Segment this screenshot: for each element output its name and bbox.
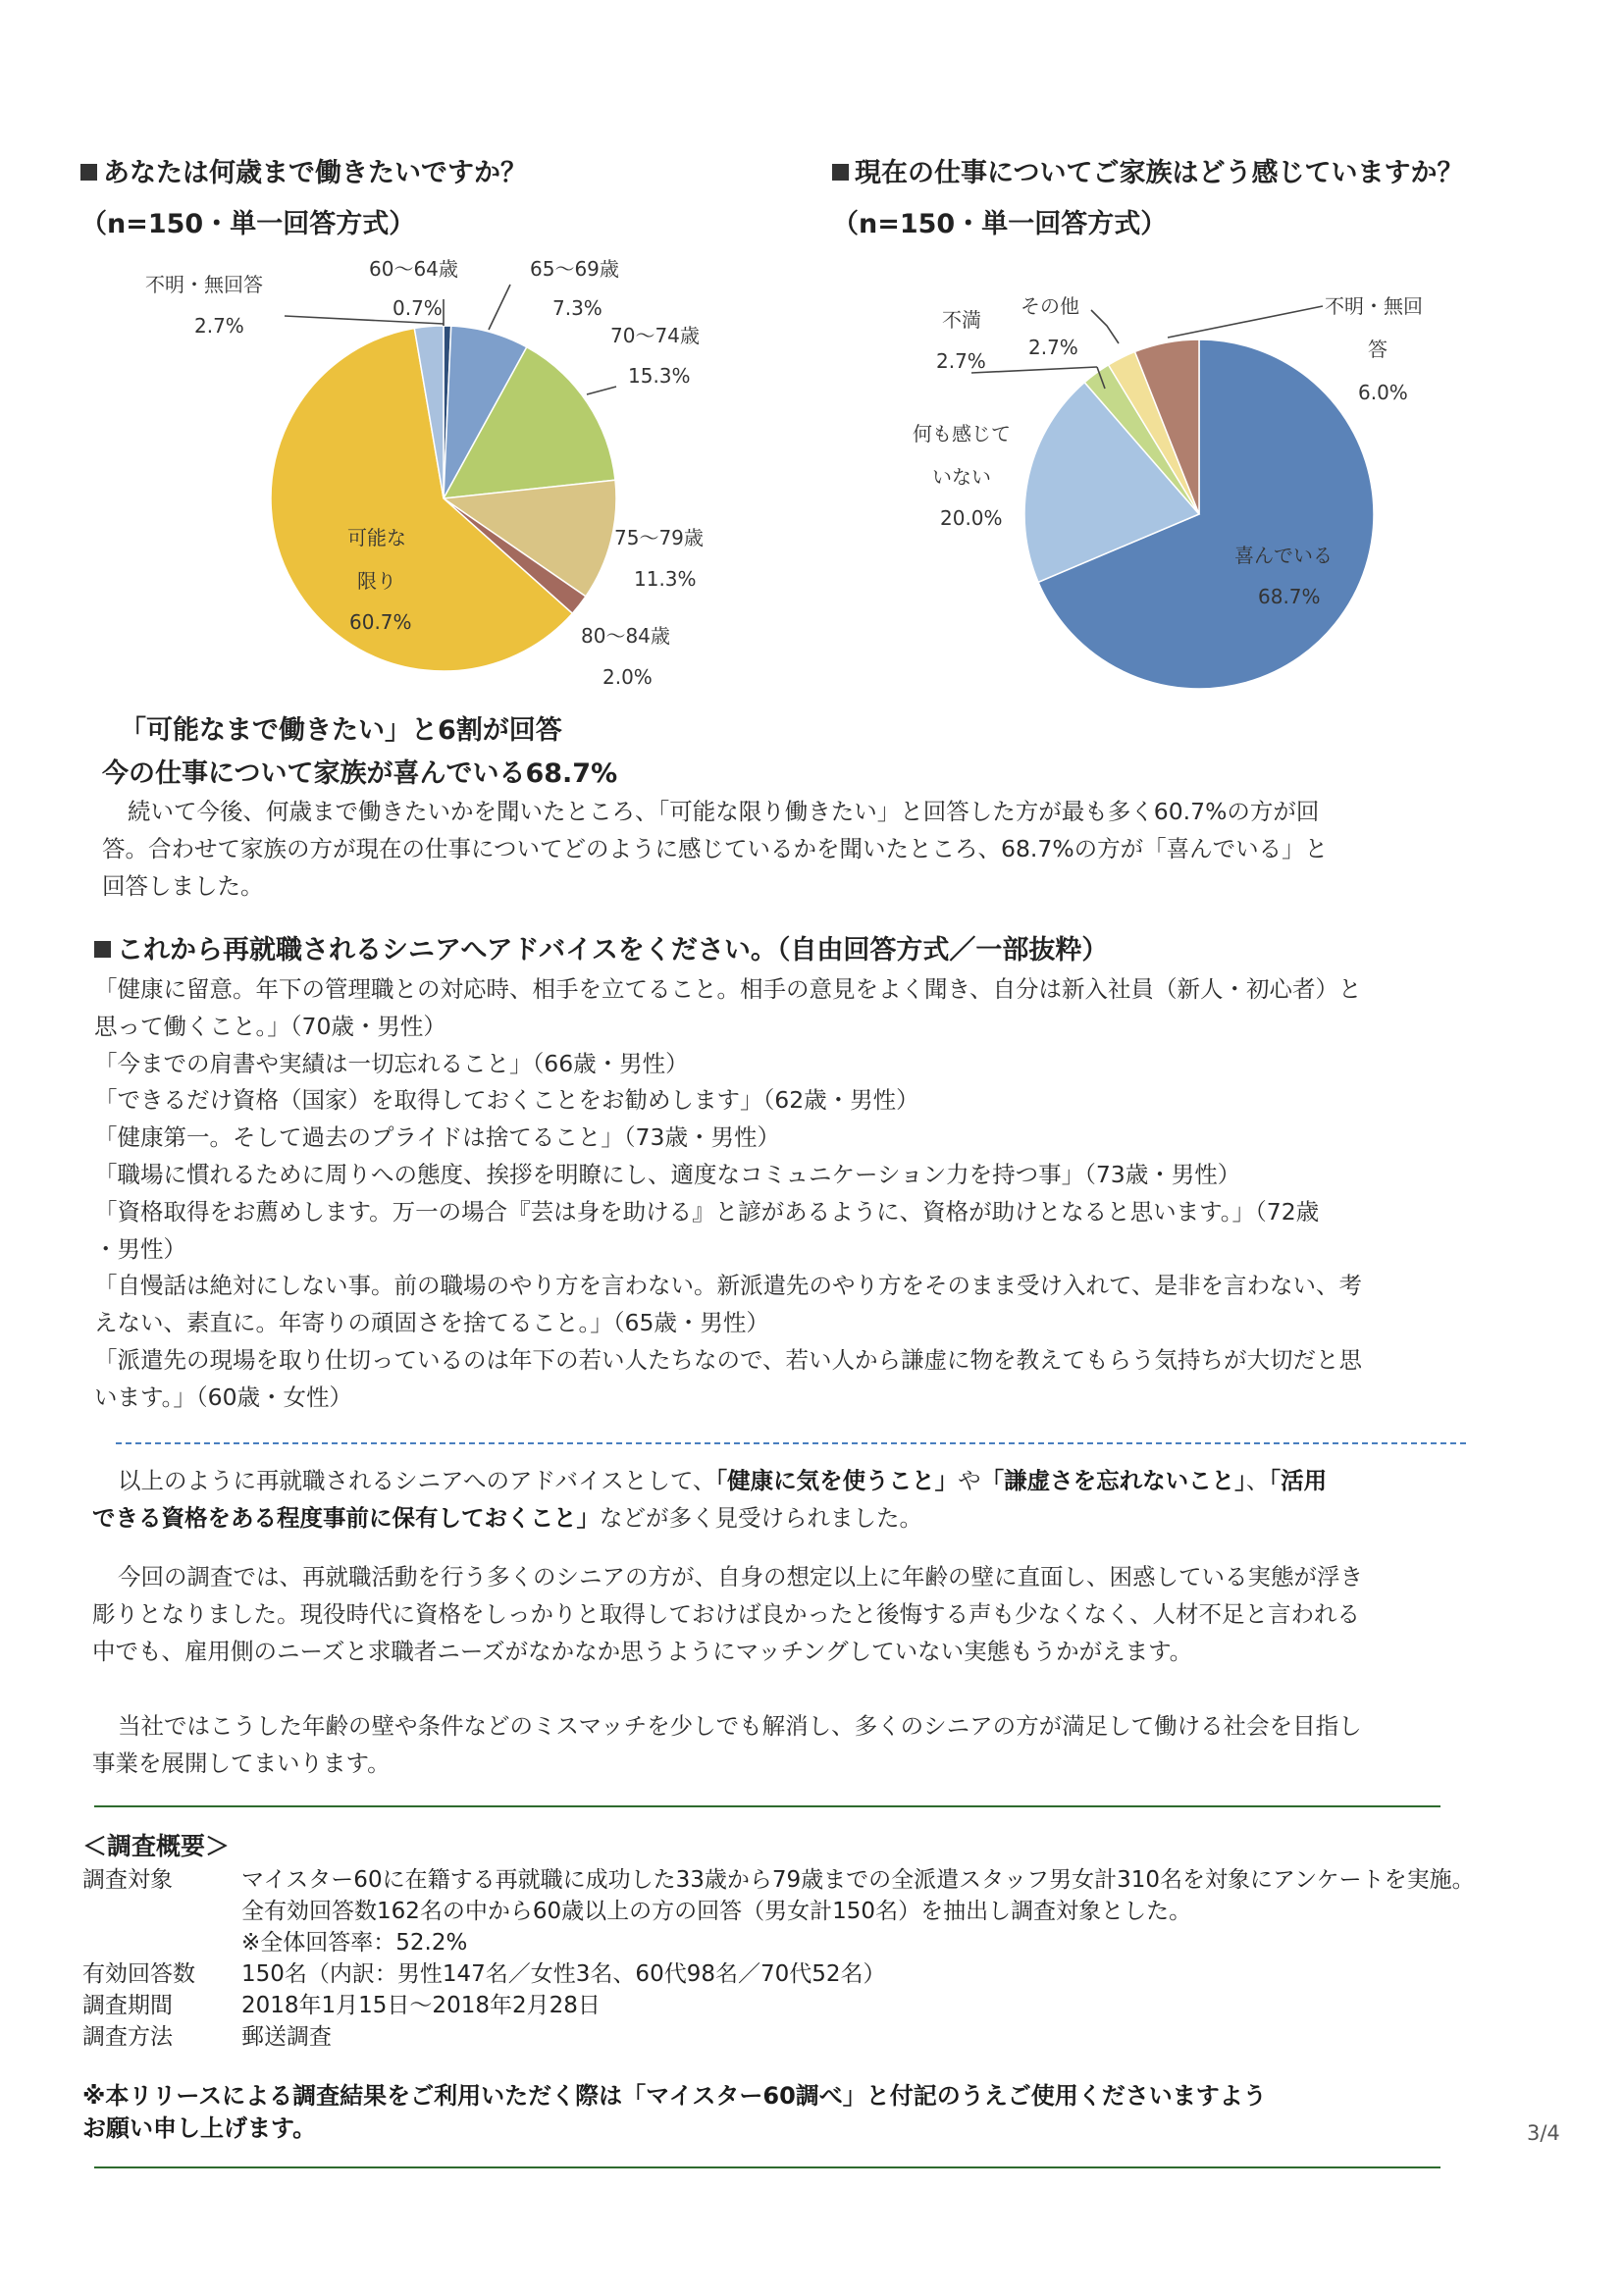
chart1-subtitle: （n=150・単一回答方式）	[80, 209, 416, 239]
quote-line: 思って働くこと。」（70歳・男性）	[94, 1012, 446, 1040]
conclusion-paragraph-1: 以上のように再就職されるシニアへのアドバイスとして、「健康に気を使うこと」や「謙虚さを忘れないこと」、「活用 できる資格をある程度事前に保有しておくこと」などが多く見受けられました。	[92, 1467, 1328, 1532]
pie1-label-80: 80〜84歳	[581, 624, 670, 648]
conclusion-paragraph-3: 当社ではこうした年齢の壁や条件などのミスマッチを少しでも解消し、多くのシニアの方が満足して働ける社会を目指し 事業を展開してまいります。	[92, 1712, 1362, 1777]
pie1-label-unknown: 不明・無回答	[145, 273, 263, 296]
pie1-value-75: 11.3%	[634, 567, 697, 591]
footer-divider	[94, 2166, 1440, 2168]
advice-heading: これから再就職されるシニアへアドバイスをください。（自由回答方式／一部抜粋）	[94, 928, 1108, 966]
pie1-label-75: 75〜79歳	[614, 526, 704, 549]
pie2-value-none: 20.0%	[940, 506, 1003, 530]
pie1-label-60: 60〜64歳	[369, 257, 458, 281]
quote-line: います。」（60歳・女性）	[94, 1383, 353, 1411]
usage-notice: ※本リリースによる調査結果をご利用いただく際は「マイスター60調べ」と付記のうえご使用くださいますよう お願い申し上げます。	[82, 2082, 1267, 2142]
summary-title: ＜調査概要＞	[82, 1832, 231, 1860]
pie1-label-65: 65〜69歳	[530, 257, 619, 281]
section-divider	[94, 1805, 1440, 1807]
pie2-label-other: その他	[1021, 294, 1079, 318]
summary-period-label: 調査期間	[82, 1993, 173, 2018]
leader-line	[1168, 306, 1323, 338]
chart2-subtitle: （n=150・単一回答方式）	[832, 209, 1168, 239]
summary-target-1: マイスター60に在籍する再就職に成功した33歳から79歳までの全派遣スタッフ男女計310名を対象にアンケートを実施。	[241, 1867, 1475, 1893]
summary-target-2: 全有効回答数162名の中から60歳以上の方の回答（男女計150名）を抽出し調査対象とした。	[241, 1899, 1192, 1924]
pie2-label-unknown: 不明・無回	[1325, 294, 1423, 318]
pie1-value-70: 15.3%	[628, 364, 691, 388]
leader-line	[971, 367, 1097, 373]
pie2-label-happy: 喜んでいる	[1234, 544, 1333, 567]
pie2-label-none-2: いない	[932, 465, 991, 489]
pie2-label-dissatisfied: 不満	[942, 308, 981, 332]
chart2-title: 現在の仕事についてご家族はどう感じていますか？	[832, 151, 1463, 189]
leader-line	[587, 387, 616, 394]
headline-1: 「可能なまで働きたい」と6割が回答	[120, 715, 562, 746]
pie1-value-unknown: 2.7%	[194, 314, 244, 338]
quote-line: 「自慢話は絶対にしない事。前の職場のやり方を言わない。新派遣先のやり方をそのまま受け入れて、是非を言わない、考	[94, 1272, 1363, 1300]
quote-line: 「資格取得をお薦めします。万一の場合『芸は身を助ける』と諺があるように、資格が助けとなると思います。」（72歳	[94, 1197, 1320, 1226]
dotted-divider	[116, 1442, 1466, 1444]
quote-line: 「派遣先の現場を取り仕切っているのは年下の若い人たちなので、若い人から謙虚に物を教えてもらう気持ちが大切だと思	[94, 1345, 1363, 1374]
pie2-value-happy: 68.7%	[1258, 585, 1321, 608]
summary-target-3: ※全体回答率：52.2%	[241, 1930, 468, 1956]
advice-quotes	[94, 971, 1362, 1417]
summary-valid-label: 有効回答数	[82, 1961, 195, 1987]
summary-period-value: 2018年1月15日〜2018年2月28日	[241, 1993, 601, 2018]
leader-line	[489, 285, 510, 330]
intro-paragraph: 続いて今後、何歳まで働きたいかを聞いたところ、「可能な限り働きたい」と回答した方が最も多く60.7%の方が回 答。合わせて家族の方が現在の仕事についてどのように感じているかを聞いたところ、68.7%の方が「喜んでいる」と 回答しました。	[102, 798, 1329, 900]
pie1-label-max-2: 限り	[357, 569, 396, 593]
quote-line: ・男性）	[94, 1234, 186, 1263]
pie1-value-80: 2.0%	[602, 665, 653, 689]
page-number: 3/4	[1527, 2121, 1560, 2145]
pie1-label-70: 70〜74歳	[610, 324, 700, 347]
quote-line: 「健康に留意。年下の管理職との対応時、相手を立てること。相手の意見をよく聞き、自分は新入社員（新人・初心者）と	[94, 975, 1362, 1003]
quote-line: 「今までの肩書や実績は一切忘れること」（66歳・男性）	[94, 1049, 689, 1077]
summary-method-value: 郵送調査	[241, 2024, 332, 2050]
conclusion-paragraph-2: 今回の調査では、再就職活動を行う多くのシニアの方が、自身の想定以上に年齢の壁に直面し、困惑している実態が浮き 彫りとなりました。現役時代に資格をしっかりと取得しておけば良かったと後悔する声も少なくなく、人材不足と言われる 中でも、雇用側のニーズと求職者ニーズがなかなか思うようにマッチングしていない実態もうかがえます。	[92, 1563, 1363, 1665]
summary-target-label: 調査対象	[82, 1867, 173, 1893]
quote-line: 「健康第一。そして過去のプライドは捨てること」（73歳・男性）	[94, 1123, 780, 1152]
headline-2: 今の仕事について家族が喜んでいる68.7%	[102, 758, 618, 789]
pie1-value-60: 0.7%	[393, 296, 443, 320]
pie2-label-none: 何も感じて	[913, 422, 1011, 445]
quote-line: 「できるだけ資格（国家）を取得しておくことをお勧めします」（62歳・男性）	[94, 1086, 919, 1115]
pie2-value-unknown: 6.0%	[1358, 381, 1408, 404]
pie2-label-unknown-2: 答	[1368, 338, 1387, 361]
square-bullet-icon	[94, 941, 111, 958]
pie-chart-family-feeling	[805, 0, 1623, 706]
leader-line	[1091, 310, 1119, 343]
pie1-value-65: 7.3%	[552, 296, 602, 320]
pie1-value-max: 60.7%	[349, 610, 412, 634]
summary-valid-value: 150名（内訳：男性147名／女性3名、60代98名／70代52名）	[241, 1961, 886, 1987]
quote-line: 「職場に慣れるために周りへの態度、挨拶を明瞭にし、適度なコミュニケーション力を持つ事」（73歳・男性）	[94, 1160, 1241, 1188]
pie2-value-dissatisfied: 2.7%	[936, 349, 986, 373]
summary-method-label: 調査方法	[82, 2024, 173, 2050]
pie1-label-max: 可能な	[347, 526, 406, 549]
pie2-value-other: 2.7%	[1028, 336, 1078, 359]
chart1-title: あなたは何歳まで働きたいですか？	[80, 151, 527, 189]
quote-line: えない、素直に。年寄りの頑固さを捨てること。」（65歳・男性）	[94, 1309, 769, 1337]
